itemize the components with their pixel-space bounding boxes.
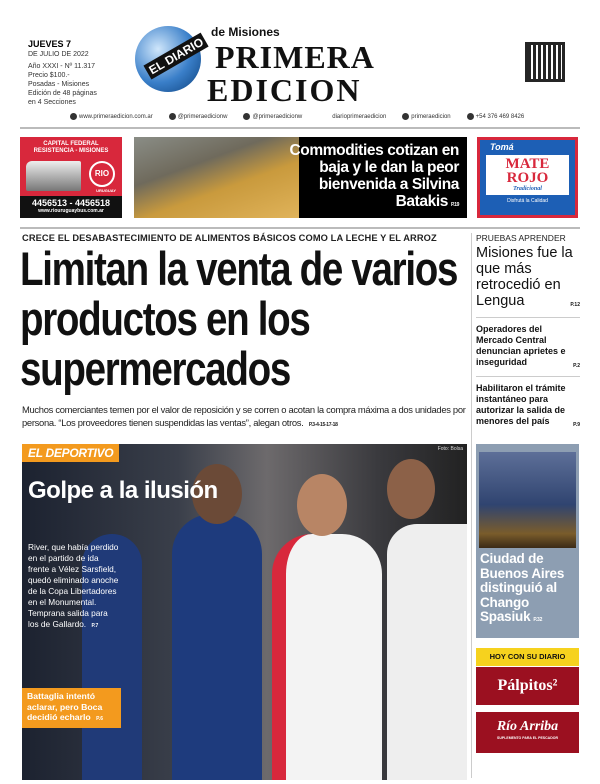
main-headline[interactable]: Limitan la venta de varios productos en los supermercados <box>20 242 458 395</box>
page-ref: P.3-4-15-17-18 <box>308 421 338 428</box>
main-kicker: CRECE EL DESABASTECIMIENTO DE ALIMENTOS BÁSICOS COMO LA LECHE Y EL ARROZ <box>22 233 437 243</box>
supplement-palpitos[interactable]: Pálpitos² <box>476 667 579 705</box>
masthead-logo <box>135 26 465 108</box>
player-figure <box>272 534 382 780</box>
divider <box>20 127 580 129</box>
supplements-label: HOY CON SU DIARIO <box>476 648 579 666</box>
side-item[interactable] <box>476 376 580 427</box>
social-links <box>70 113 524 120</box>
social-label: @primeraedicionw <box>177 114 228 121</box>
instagram-icon <box>402 113 409 120</box>
ad-web: www.riouruguaybus.com.ar <box>38 208 104 214</box>
ad-brand: MATE <box>505 156 550 172</box>
page-ref: P.7 <box>91 623 99 629</box>
twitter-icon <box>169 113 176 120</box>
price: Precio $100.- <box>28 72 70 79</box>
logo-title-1: PRIMERA <box>215 39 375 75</box>
headline-text: Misiones fue la que más retrocedió en Lengua <box>476 245 573 309</box>
date: DE JULIO DE 2022 <box>28 51 89 58</box>
supplement-rio-arriba[interactable] <box>476 712 579 753</box>
social-label: @primeraedicionw <box>252 114 303 121</box>
body-text: River, que había perdido en el partido de ida frente a Vélez Sarsfield, quedó eliminado anoche de la Copa Libertadores en el Monumental. Temprana salida para los de Gallardo. <box>28 542 119 629</box>
social-instagram[interactable] <box>402 113 450 120</box>
sport-section[interactable] <box>22 444 467 780</box>
ad-mate-rojo[interactable] <box>477 137 578 218</box>
edition: Edición de 48 páginas <box>28 90 97 97</box>
ad-brand-sub: URUGUAY <box>96 188 116 193</box>
logo-subtitle: de Misiones <box>211 25 280 39</box>
sections: en 4 Secciones <box>28 99 76 106</box>
side-headline[interactable] <box>476 245 580 309</box>
sport-headline: Golpe a la ilusión <box>28 477 218 504</box>
day: JUEVES 7 <box>28 39 72 49</box>
ad-brand: RIO <box>89 161 115 187</box>
ad-variant: Tradicional <box>513 186 542 192</box>
box-text: Battaglia intentó aclarar, pero Boca decidió echarlo <box>27 691 103 722</box>
item-text: Operadores del Mercado Central denuncian aprietes e inseguridad <box>476 324 566 367</box>
social-label: www.primeraedicion.com.ar <box>79 114 153 121</box>
column-divider <box>471 233 472 778</box>
ad-phones: 4456513 - 4456518 <box>31 198 111 208</box>
page-ref: P.2 <box>573 363 580 369</box>
supplement-title: Río Arriba <box>496 719 559 734</box>
page-ref: P.6 <box>96 716 104 722</box>
section-tag: EL DEPORTIVO <box>22 444 119 462</box>
ad-rio-uruguay[interactable] <box>20 137 122 218</box>
place: Posadas - Misiones <box>28 81 90 88</box>
side-item[interactable] <box>476 317 580 368</box>
social-whatsapp[interactable] <box>467 113 525 120</box>
social-twitter[interactable] <box>169 113 228 120</box>
sport-body <box>28 542 120 632</box>
social-label: +54 376 469 8426 <box>475 114 525 121</box>
bus-image <box>26 161 81 191</box>
social-label: primeraedicion <box>411 114 451 121</box>
ad-text: Tomá <box>490 142 514 152</box>
deck-text: Muchos comerciantes temen por el valor de reposición y se corren o acotan la compra máxima a dos unidades por persona. “Los proveedores tienen suspendidas las ventas”, alegan otros. <box>22 404 466 428</box>
page-ref: P.19 <box>450 202 459 208</box>
sport-box[interactable] <box>22 688 121 728</box>
social-web[interactable] <box>70 113 153 120</box>
player-figure <box>387 524 467 780</box>
player-head <box>387 459 435 519</box>
page-ref: P.12 <box>570 302 580 308</box>
logo-title-2: EDICION <box>207 72 362 108</box>
page-ref: P.9 <box>573 422 580 428</box>
photo-credit: Foto: Bolsa <box>437 446 463 452</box>
whatsapp-icon <box>467 113 474 120</box>
concert-photo <box>479 452 576 548</box>
main-deck <box>22 404 470 431</box>
logo-el-diario: EL DIARIO <box>143 32 209 79</box>
ciudad-headline: Ciudad de Buenos Aires distinguió al Chango Spasiuk <box>480 551 565 624</box>
ciudad-teaser[interactable] <box>476 444 579 638</box>
grain-photo <box>134 137 299 218</box>
social-label: diarioprimeraedicion <box>332 113 387 120</box>
facebook-icon <box>243 113 250 120</box>
page-ref: P.32 <box>533 617 543 623</box>
issue-number: Año XXXI - Nº 11.317 <box>28 63 96 70</box>
globe-icon <box>70 113 77 120</box>
side-column <box>476 233 580 431</box>
qr-code[interactable] <box>525 42 565 82</box>
ad-brand: ROJO <box>506 170 549 186</box>
player-head <box>297 474 347 536</box>
supplement-subtitle: SUPLEMENTO PARA EL PESCADOR <box>497 736 558 740</box>
social-youtube[interactable] <box>332 114 386 120</box>
player-figure <box>172 514 262 780</box>
teaser-commodities[interactable] <box>134 137 467 218</box>
ad-text: CAPITAL FEDERAL <box>43 141 99 147</box>
teaser-title: Commodities cotizan en baja y le dan la peor bienvenida a Silvina Batakis <box>289 142 459 210</box>
item-text: Habilitaron el trámite instantáneo para autorizar la salida de menores del país <box>476 383 566 426</box>
date-block <box>28 40 128 107</box>
ad-text: RESISTENCIA - MISIONES <box>33 148 109 154</box>
divider <box>20 227 580 229</box>
ad-slogan: Disfrutá la Calidad <box>507 198 548 204</box>
side-kicker: PRUEBAS APRENDER <box>476 233 566 243</box>
social-facebook[interactable] <box>243 113 302 120</box>
